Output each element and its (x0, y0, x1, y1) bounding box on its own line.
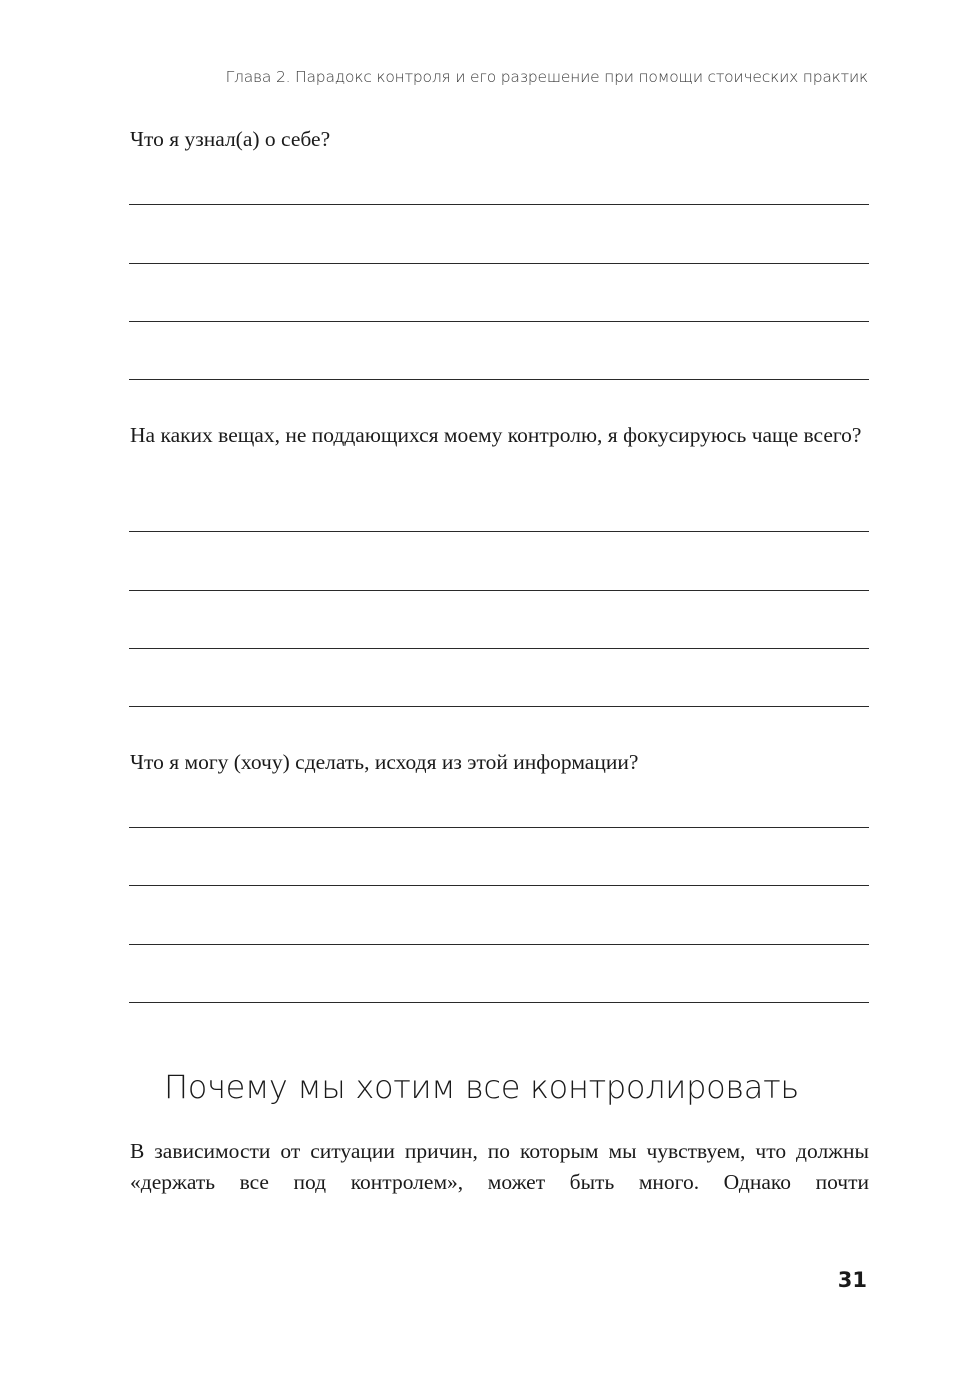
answer-line (129, 1002, 869, 1003)
question-2: На каких вещах, не поддающихся моему контролю, я фокусируюсь чаще всего? (130, 423, 862, 447)
answer-line (129, 531, 869, 532)
page-number: 31 (837, 1268, 867, 1292)
question-1: Что я узнал(а) о себе? (130, 127, 331, 151)
running-header: Глава 2. Парадокс контроля и его разрешение при помощи стоических практик (225, 68, 868, 86)
answer-line (129, 204, 869, 205)
section-heading: Почему мы хотим все контролировать (164, 1068, 799, 1106)
answer-line (129, 263, 869, 264)
question-3: Что я могу (хочу) сделать, исходя из этой информации? (130, 750, 639, 774)
answer-line (129, 944, 869, 945)
answer-line (129, 648, 869, 649)
answer-line (129, 827, 869, 828)
body-paragraph: В зависимости от ситуации причин, по которым мы чувствуем, что должны «держать все под контролем», может быть много. Однако почти (130, 1139, 869, 1194)
answer-line (129, 885, 869, 886)
answer-line (129, 590, 869, 591)
answer-line (129, 321, 869, 322)
answer-line (129, 379, 869, 380)
answer-line (129, 706, 869, 707)
